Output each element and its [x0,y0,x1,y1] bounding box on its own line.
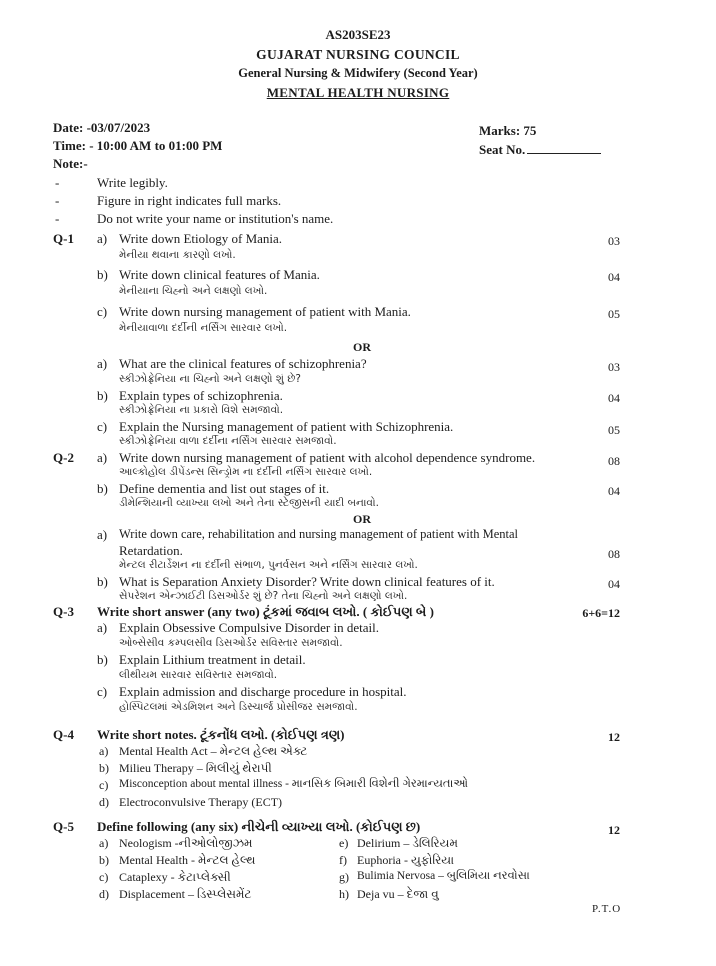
q1-b-gujarati: મેનીયાના ચિહ્નો અને લક્ષણો લખો. [119,285,268,297]
seat-number-field [479,141,601,158]
q4-d-letter: d) [99,795,109,809]
q1-alt-a-gujarati: સ્કીઝોફ્રેનિયા ના ચિહ્નો અને લક્ષણો શું છે? [119,373,301,385]
q2-b-gujarati: ડીમેન્શિયાની વ્યાખ્યા લખો અને તેના સ્ટેજીસની યાદી બનાવો. [119,497,379,509]
q1-alt-b-marks: 04 [608,391,620,405]
q2-a-letter: a) [97,450,108,465]
note-heading: Note:- [53,156,88,171]
q5-marks: 12 [608,823,620,837]
q1-a-gujarati: મેનીયા થવાના કારણો લખો. [119,249,236,261]
q3-title: Write short answer (any two) ટૂંકમાં જવાબ લખો. ( કોઈપણ બે ) [97,604,434,619]
q3-a-text: Explain Obsessive Compulsive Disorder in detail. [119,620,379,635]
q3-a-gujarati: ઓબ્સેસીવ કમ્પલસીવ ડિસઓર્ડર સવિસ્તાર સમજાવો. [119,637,343,649]
q5-a-text: Neologism -નીઓલોજીઝમ [119,836,253,850]
q5-a-letter: a) [99,836,109,850]
q3-b-text: Explain Lithium treatment in detail. [119,652,306,667]
q1-b-marks: 04 [608,270,620,284]
q1-c-marks: 05 [608,307,620,321]
q5-f-letter: f) [339,853,347,867]
q1-alt-c-letter: c) [97,419,108,434]
q3-b-gujarati: લીથીયમ સારવાર સવિસ્તાર સમજાવો. [119,669,278,681]
q1-alt-a-text: What are the clinical features of schizophrenia? [119,356,367,371]
q1-c-letter: c) [97,304,108,319]
q2-b-letter: b) [97,481,108,496]
q5-e-text: Delirium – ડેલિરિયમ [357,836,458,850]
q5-b-text: Mental Health - મેન્ટલ હેલ્થ [119,853,256,867]
q5-c-text: Cataplexy - કેટાપ્લેક્સી [119,870,231,884]
q4-a-letter: a) [99,744,109,758]
q2-alt-b-letter: b) [97,574,108,589]
exam-time: Time: - 10:00 AM to 01:00 PM [53,138,223,153]
q1-a-letter: a) [97,231,108,246]
q5-d-text: Displacement – ડિસ્પ્લેસમેંટ [119,887,252,901]
q1-alt-b-letter: b) [97,388,108,403]
q1-a-marks: 03 [608,234,620,248]
q5-c-letter: c) [99,870,109,884]
question-1-label: Q-1 [53,231,74,246]
q3-c-letter: c) [97,684,108,699]
q1-alt-b-text: Explain types of schizophrenia. [119,388,283,403]
q1-alt-a-marks: 03 [608,360,620,374]
q1-or-divider: OR [353,340,371,354]
page-turn-over: P.T.O [592,903,622,915]
q2-or-divider: OR [353,512,371,526]
subject-title: MENTAL HEALTH NURSING [266,85,450,100]
q5-g-letter: g) [339,870,349,884]
seat-label: Seat No. [479,142,526,157]
q2-alt-a-text: Write down care, rehabilitation and nursing management of patient with Mental [119,527,519,541]
q1-alt-c-gujarati: સ્કીઝોફ્રેનિયા વાળા દર્દીના નર્સિંગ સારવાર સમજાવો. [119,435,337,447]
q5-h-letter: h) [339,887,349,901]
paper-code: AS203SE23 [325,27,391,42]
q4-marks: 12 [608,730,620,744]
q3-marks: 6+6=12 [582,606,620,620]
q1-a-text: Write down Etiology of Mania. [119,231,283,246]
q4-title: Write short notes. ટૂંકનોંધ લખો. (કોઈપણ ત્રણ) [97,727,345,742]
q5-title: Define following (any six) નીચેની વ્યાખ્યા લખો. (કોઈપણ છ) [97,819,421,834]
q2-alt-a-letter: a) [97,527,108,542]
q1-alt-a-letter: a) [97,356,108,371]
q1-c-text: Write down nursing management of patient with Mania. [119,304,411,319]
q3-a-letter: a) [97,620,108,635]
q4-a-text: Mental Health Act – મેન્ટલ હેલ્થ એક્ટ [119,744,308,758]
q1-alt-b-gujarati: સ્કીઝોફ્રેનિયા ના પ્રકારો વિશે સમજાવો. [119,404,284,416]
q3-c-text: Explain admission and discharge procedure in hospital. [119,684,407,699]
q2-alt-b-marks: 04 [608,577,620,591]
q5-g-text: Bulimia Nervosa – બુલિમિયા નરવોસા [357,870,530,882]
note-item-1: Write legibly. [97,175,168,190]
note-item-3: Do not write your name or institution's name. [97,211,334,226]
note-dash-2: - [55,193,60,208]
note-item-2: Figure in right indicates full marks. [97,193,282,208]
question-2-label: Q-2 [53,450,74,465]
note-dash-1: - [55,175,60,190]
q2-a-text: Write down nursing management of patient with alcohol dependence syndrome. [119,450,536,465]
q2-a-gujarati: આલ્કોહોલ ડીપેંડન્સ સિન્ડ્રોમ ના દર્દીની નર્સિંગ સારવાર લખો. [119,466,373,478]
council-name: GUJARAT NURSING COUNCIL [256,47,460,62]
q2-a-marks: 08 [608,454,620,468]
exam-date: Date: -03/07/2023 [53,120,151,135]
q5-e-letter: e) [339,836,349,850]
q4-c-letter: c) [99,778,109,792]
q1-b-letter: b) [97,267,108,282]
q5-f-text: Euphoria - યુફોરિયા [357,853,455,867]
q2-b-marks: 04 [608,484,620,498]
q2-alt-a-marks: 08 [608,547,620,561]
q5-h-text: Deja vu – દેજા વુ [357,887,439,901]
question-3-label: Q-3 [53,604,74,619]
question-5-label: Q-5 [53,819,74,834]
question-4-label: Q-4 [53,727,74,742]
q1-b-text: Write down clinical features of Mania. [119,267,320,282]
q4-b-letter: b) [99,761,109,775]
q2-alt-b-text: What is Separation Anxiety Disorder? Write down clinical features of it. [119,574,495,589]
q2-b-text: Define dementia and list out stages of it. [119,481,330,496]
q4-c-text: Misconception about mental illness - માનસિક બિમારી વિશેની ગેરમાન્યતાઓ [119,778,468,790]
q1-alt-c-marks: 05 [608,423,620,437]
q5-d-letter: d) [99,887,109,901]
note-dash-3: - [55,211,60,226]
q3-b-letter: b) [97,652,108,667]
q1-c-gujarati: મેનીયાવાળા દર્દીની નર્સિંગ સારવાર લખો. [119,322,288,334]
q4-b-text: Milieu Therapy – મિલીયું થેરાપી [119,761,272,775]
q1-alt-c-text: Explain the Nursing management of patient with Schizophrenia. [119,419,454,434]
seat-blank-line [527,141,601,154]
course-name: General Nursing & Midwifery (Second Year) [238,66,478,80]
q3-c-gujarati: હોસ્પિટલમાં એડમિશન અને ડિસ્ચાર્જ પ્રોસીજર સમજાવો. [119,701,358,713]
q5-b-letter: b) [99,853,109,867]
q2-alt-a-text-cont: Retardation. [119,543,183,558]
q2-alt-a-gujarati: મેન્ટલ રીટાર્ડેશન ના દર્દીની સંભાળ, પુનર્વસન અને નર્સિંગ સારવાર લખો. [119,559,418,571]
q2-alt-b-gujarati: સેપરેશન એન્ઝાઈટી ડિસઓર્ડર શું છે? તેના ચિહ્નો અને લક્ષણો લખો. [119,590,408,602]
q4-d-text: Electroconvulsive Therapy (ECT) [119,795,283,809]
total-marks: Marks: 75 [479,123,537,138]
